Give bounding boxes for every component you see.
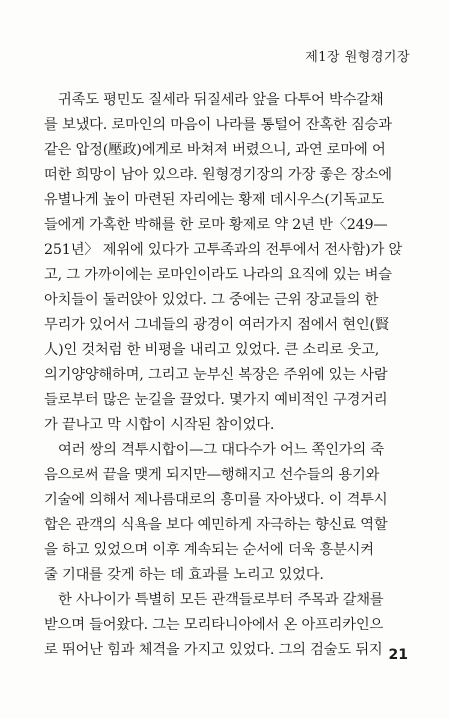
- text-line: 음으로써 끝을 맺게 되지만—행해지고 선수들의 용기와: [44, 467, 380, 483]
- text-line: 를 보냈다. 로마인의 마음이 나라를 통털어 잔혹한 짐승과: [44, 117, 392, 133]
- text-line: 귀족도 평민도 질세라 뒤질세라 앞을 다투어 박수갈채: [58, 92, 384, 108]
- text-line: 기술에 의해서 제나름대로의 흥미를 자아냈다. 이 격투시: [44, 492, 388, 508]
- text-line: 고, 그 가까이에는 로마인이라도 나라의 요직에 있는 벼슬: [44, 267, 392, 283]
- text-line: 같은 압정(壓政)에게로 바쳐져 버렸으니, 과연 로마에 어: [44, 142, 386, 158]
- text-line: 유별나게 높이 마련된 자리에는 황제 데시우스(기독교도: [44, 192, 385, 208]
- text-line: 아치들이 둘러앉아 있었다. 그 중에는 근위 장교들의 한: [44, 292, 379, 308]
- running-header: 제1장 원형경기장: [305, 50, 410, 65]
- text-line: 무리가 있어서 그네들의 광경이 여러가지 점에서 현인(賢: [44, 317, 389, 333]
- text-line: 받으며 들어왔다. 그는 모리타니아에서 온 아프리카인으: [44, 617, 384, 633]
- text-line: 251년〉 제위에 있다가 고투족과의 전투에서 전사함)가 앉: [44, 242, 403, 258]
- text-line: 人)인 것처럼 한 비평을 내리고 있었다. 큰 소리로 웃고,: [44, 342, 380, 358]
- text-line: 가 끝나고 막 시합이 시작된 참이었다.: [44, 417, 275, 433]
- text-line: 을 하고 있었으며 이후 계속되는 순서에 더욱 흥분시켜: [44, 542, 374, 558]
- text-line: 들에게 가혹한 박해를 한 로마 황제로 약 2년 반〈249—: [44, 217, 388, 233]
- text-line: 합은 관객의 식욕을 보다 예민하게 자극하는 향신료 역할: [44, 517, 388, 533]
- text-line: 줄 기대를 갖게 하는 데 효과를 노리고 있었다.: [44, 567, 324, 583]
- text-line: 로 뛰어난 힘과 체격을 가지고 있었다. 그의 검술도 뒤지: [44, 642, 383, 658]
- page-number: 21: [388, 647, 408, 663]
- body-text: [44, 88, 414, 663]
- text-line: 의기양양해하며, 그리고 눈부신 복장은 주위에 있는 사람: [44, 367, 388, 383]
- text-line: 한 사나이가 특별히 모든 관객들로부터 주목과 갈채를: [58, 592, 384, 608]
- text-line: 들로부터 많은 눈길을 끌었다. 몇가지 예비적인 구경거리: [44, 392, 388, 408]
- text-line: 떠한 희망이 남아 있으랴. 원형경기장의 가장 좋은 장소에: [44, 167, 392, 183]
- text-line: 여러 쌍의 격투시합이—그 대다수가 어느 쪽인가의 죽: [58, 442, 384, 458]
